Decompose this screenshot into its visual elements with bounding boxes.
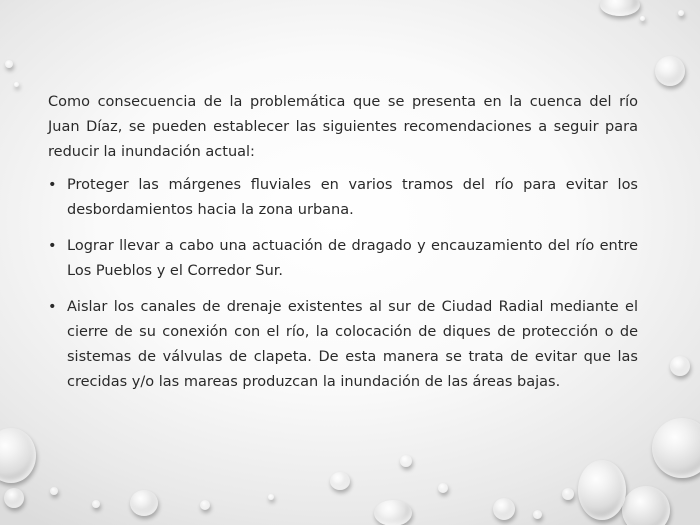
list-item-text: Aislar los canales de drenaje existentes al sur de Ciudad Radial mediante el cierre de su conexión con el río, la colocación de diques de protección o de sistemas de válvulas de clapeta. De esta manera se trata de evitar que las crecidas y/o las mareas produzcan la inundación de las áreas bajas. [67, 299, 638, 390]
slide-content [48, 90, 638, 406]
bullet-icon: • [48, 238, 57, 254]
water-drop-decoration [200, 500, 210, 510]
water-drop-decoration [0, 428, 36, 483]
list-item [48, 234, 638, 284]
water-drop-decoration [374, 500, 412, 525]
water-drop-decoration [562, 488, 574, 500]
water-drop-decoration [5, 60, 13, 68]
water-drop-decoration [678, 10, 684, 16]
water-drop-decoration [533, 510, 542, 519]
water-drop-decoration [655, 56, 685, 86]
water-drop-decoration [4, 488, 24, 508]
intro-paragraph: Como consecuencia de la problemática que se presenta en la cuenca del río Juan Díaz, se pueden establecer las siguientes recomendaciones a seguir para reducir la inundación actual: [48, 94, 638, 160]
water-drop-decoration [578, 460, 626, 520]
water-drop-decoration [268, 494, 274, 500]
water-drop-decoration [438, 483, 448, 493]
list-item [48, 295, 638, 395]
water-drop-decoration [330, 472, 350, 490]
list-item-text: Lograr llevar a cabo una actuación de dragado y encauzamiento del río entre Los Pueblos y el Corredor Sur. [67, 238, 638, 279]
water-drop-decoration [493, 498, 515, 520]
list-item [48, 173, 638, 223]
water-drop-decoration [50, 487, 58, 495]
water-drop-decoration [130, 490, 158, 516]
recommendations-list [48, 173, 638, 395]
water-drop-decoration [652, 418, 700, 478]
bullet-icon: • [48, 177, 57, 193]
water-drop-decoration [14, 82, 19, 87]
water-drop-decoration [670, 356, 690, 376]
water-drop-decoration [640, 16, 645, 21]
bullet-icon: • [48, 299, 57, 315]
list-item-text: Proteger las márgenes fluviales en varios tramos del río para evitar los desbordamientos hacia la zona urbana. [67, 177, 638, 218]
water-drop-decoration [622, 486, 670, 525]
water-drop-decoration [92, 500, 100, 508]
water-drop-decoration [600, 0, 640, 16]
water-drop-decoration [400, 455, 412, 467]
